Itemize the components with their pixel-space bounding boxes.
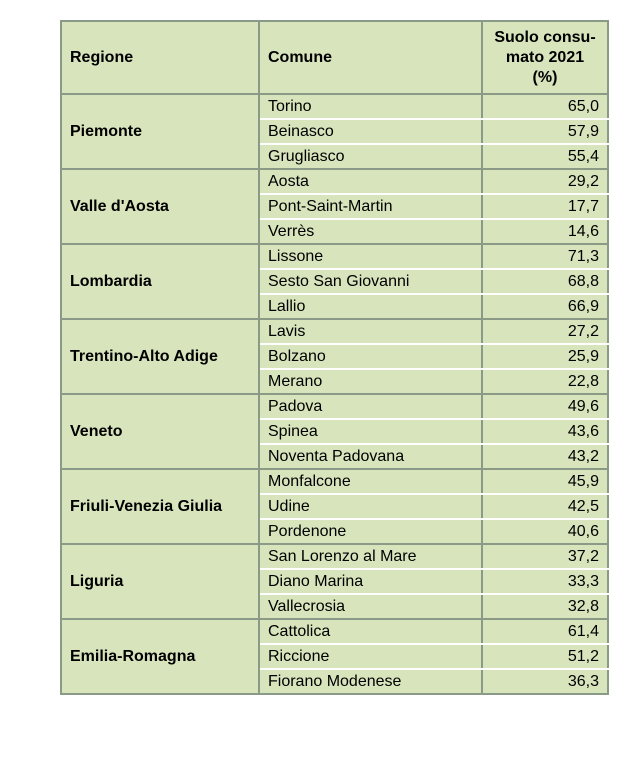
cell-suolo-consumato: 43,2 (482, 444, 608, 469)
header-comune: Comune (259, 21, 482, 94)
cell-comune: Lallio (259, 294, 482, 319)
cell-suolo-consumato: 22,8 (482, 369, 608, 394)
cell-comune: Grugliasco (259, 144, 482, 169)
cell-comune: Vallecrosia (259, 594, 482, 619)
cell-suolo-consumato: 40,6 (482, 519, 608, 544)
cell-suolo-consumato: 36,3 (482, 669, 608, 694)
cell-comune: Verrès (259, 219, 482, 244)
header-regione: Regione (61, 21, 259, 94)
table-row (61, 244, 608, 269)
table-row (61, 544, 608, 569)
cell-comune: Merano (259, 369, 482, 394)
cell-regione: Veneto (61, 394, 259, 469)
cell-comune: Fiorano Modenese (259, 669, 482, 694)
cell-regione: Lombardia (61, 244, 259, 319)
cell-comune: Lavis (259, 319, 482, 344)
cell-suolo-consumato: 51,2 (482, 644, 608, 669)
cell-regione: Friuli-Venezia Giulia (61, 469, 259, 544)
table-body (61, 94, 608, 694)
cell-suolo-consumato: 17,7 (482, 194, 608, 219)
cell-suolo-consumato: 37,2 (482, 544, 608, 569)
cell-comune: Udine (259, 494, 482, 519)
cell-comune: Spinea (259, 419, 482, 444)
cell-comune: Aosta (259, 169, 482, 194)
cell-comune: Padova (259, 394, 482, 419)
cell-comune: Pont-Saint-Martin (259, 194, 482, 219)
table-row (61, 619, 608, 644)
cell-comune: Bolzano (259, 344, 482, 369)
land-consumption-table (60, 20, 609, 695)
cell-comune: Sesto San Giovanni (259, 269, 482, 294)
table-row (61, 469, 608, 494)
cell-suolo-consumato: 27,2 (482, 319, 608, 344)
cell-comune: Pordenone (259, 519, 482, 544)
cell-regione: Trentino-Alto Adige (61, 319, 259, 394)
cell-comune: Diano Marina (259, 569, 482, 594)
cell-comune: Torino (259, 94, 482, 119)
cell-suolo-consumato: 32,8 (482, 594, 608, 619)
cell-comune: Beinasco (259, 119, 482, 144)
cell-regione: Liguria (61, 544, 259, 619)
cell-suolo-consumato: 29,2 (482, 169, 608, 194)
cell-suolo-consumato: 57,9 (482, 119, 608, 144)
cell-comune: Riccione (259, 644, 482, 669)
cell-suolo-consumato: 25,9 (482, 344, 608, 369)
cell-suolo-consumato: 14,6 (482, 219, 608, 244)
cell-suolo-consumato: 71,3 (482, 244, 608, 269)
cell-suolo-consumato: 55,4 (482, 144, 608, 169)
cell-comune: Noventa Padovana (259, 444, 482, 469)
header-suolo-line1: Suolo consu- (494, 28, 596, 46)
cell-suolo-consumato: 66,9 (482, 294, 608, 319)
table-row (61, 94, 608, 119)
cell-suolo-consumato: 33,3 (482, 569, 608, 594)
cell-suolo-consumato: 65,0 (482, 94, 608, 119)
cell-suolo-consumato: 61,4 (482, 619, 608, 644)
cell-regione: Valle d'Aosta (61, 169, 259, 244)
cell-suolo-consumato: 42,5 (482, 494, 608, 519)
header-row (61, 21, 608, 94)
header-suolo-line2: mato 2021 (505, 48, 585, 66)
cell-comune: Monfalcone (259, 469, 482, 494)
cell-comune: San Lorenzo al Mare (259, 544, 482, 569)
cell-suolo-consumato: 49,6 (482, 394, 608, 419)
header-suolo-consumato (482, 21, 608, 94)
header-suolo-line3: (%) (532, 68, 558, 86)
cell-regione: Emilia-Romagna (61, 619, 259, 694)
cell-comune: Lissone (259, 244, 482, 269)
cell-suolo-consumato: 68,8 (482, 269, 608, 294)
cell-suolo-consumato: 43,6 (482, 419, 608, 444)
table-row (61, 394, 608, 419)
table-row (61, 169, 608, 194)
cell-regione: Piemonte (61, 94, 259, 169)
table-header (61, 21, 608, 94)
cell-suolo-consumato: 45,9 (482, 469, 608, 494)
cell-comune: Cattolica (259, 619, 482, 644)
table-row (61, 319, 608, 344)
